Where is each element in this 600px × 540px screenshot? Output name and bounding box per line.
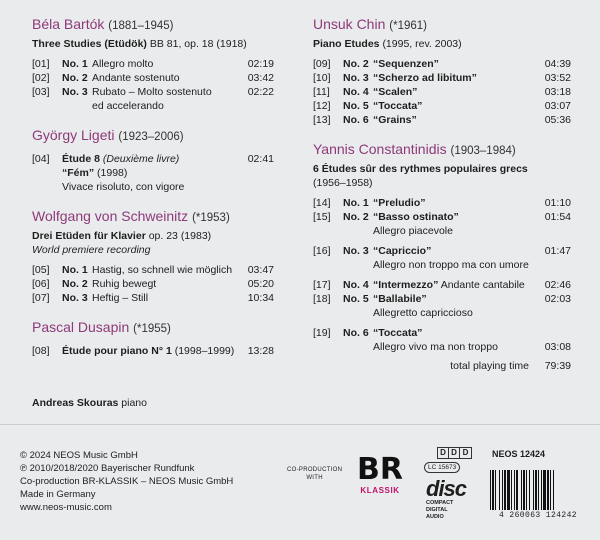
work-title: Piano Etudes (1995, rev. 2003) — [313, 38, 462, 50]
premiere-note: World premiere recording — [32, 244, 151, 256]
track-row-line2: Allegro vivo ma non troppo 03:08 — [373, 341, 571, 353]
track-row: [01] No. 1 Allegro molto 02:19 — [32, 58, 274, 70]
track-subtitle: Allegretto capriccioso — [373, 307, 473, 319]
track-subtitle: ed accelerando — [92, 100, 164, 112]
work-title: 6 Études sûr des rythmes populaires grecs — [313, 163, 528, 175]
track-row: [11] No. 4 “Scalen” 03:18 — [313, 86, 571, 98]
work-title: Three Studies (Etüdök) BB 81, op. 18 (1918) — [32, 38, 247, 50]
track-row: [16] No. 3 “Capriccio” 01:47 — [313, 245, 571, 257]
section-constantinidis — [313, 141, 571, 372]
track-row: [13] No. 6 “Grains” 05:36 — [313, 114, 571, 126]
barcode — [490, 470, 586, 520]
footer-credits — [20, 449, 233, 514]
work-title: Drei Etüden für Klavier op. 23 (1983) — [32, 230, 212, 242]
work-detail: (1956–1958) — [313, 177, 373, 189]
website-link[interactable]: www.neos-music.com — [20, 502, 112, 513]
section-schweinitz — [32, 208, 274, 305]
track-list — [313, 57, 571, 127]
barcode-bars — [490, 470, 586, 510]
track-list — [32, 344, 274, 358]
catalog-number: NEOS 12424 — [492, 449, 546, 459]
compact-disc-logo: disc COMPACT DIGITAL AUDIO — [426, 476, 467, 520]
left-column — [32, 16, 274, 372]
section-chin — [313, 16, 571, 127]
composer-name: Yannis Constantinidis (1903–1984) — [313, 141, 516, 157]
track-subtitle: Vivace risoluto, con vigore — [62, 181, 185, 193]
track-row: [03] No. 3 Rubato – Molto sostenuto 02:22 — [32, 86, 274, 98]
right-column — [313, 16, 571, 386]
section-bartok — [32, 16, 274, 113]
track-row: [08] Étude pour piano N° 1 (1998–1999) 13:28 — [32, 345, 274, 357]
made-in-line: Made in Germany — [20, 489, 96, 500]
track-row: [06] No. 2 Ruhig bewegt 05:20 — [32, 278, 274, 290]
composer-name: Unsuk Chin (*1961) — [313, 16, 427, 32]
track-row: [05] No. 1 Hastig, so schnell wie möglich 03:47 — [32, 264, 274, 276]
track-row: [18] No. 5 “Ballabile” 02:03 — [313, 293, 571, 305]
coproduction-label: CO-PRODUCTION WITH — [287, 467, 343, 481]
track-row: [10] No. 3 “Scherzo ad libitum” 03:52 — [313, 72, 571, 84]
track-row: [19] No. 6 “Toccata” — [313, 327, 423, 339]
track-list — [313, 196, 571, 354]
divider — [0, 424, 600, 425]
track-row: [15] No. 2 “Basso ostinato” 01:54 — [313, 211, 571, 223]
track-list — [32, 152, 274, 194]
phonogram-line: ℗ 2010/2018/2020 Bayerischer Rundfunk — [20, 463, 195, 474]
track-row-line2: “Fém” (1998) — [62, 167, 128, 179]
track-row: [09] No. 2 “Sequenzen” 04:39 — [313, 58, 571, 70]
track-row: [12] No. 5 “Toccata” 03:07 — [313, 100, 571, 112]
coproduction-line: Co-production BR-KLASSIK – NEOS Music GmbH — [20, 476, 234, 487]
section-ligeti — [32, 127, 274, 194]
composer-name: György Ligeti (1923–2006) — [32, 127, 184, 143]
track-row: [14] No. 1 “Preludio” 01:10 — [313, 197, 571, 209]
copyright-line: © 2024 NEOS Music GmbH — [20, 450, 138, 461]
track-row: [17] No. 4 “Intermezzo” Andante cantabile 02:46 — [313, 279, 571, 291]
br-klassik-logo: BR KLASSIK — [357, 452, 403, 495]
composer-name: Béla Bartók (1881–1945) — [32, 16, 174, 32]
track-row: [04] Étude 8 (Deuxième livre) 02:41 — [32, 153, 274, 165]
barcode-bar — [554, 470, 555, 510]
label-code: LC 15673 — [424, 462, 460, 473]
track-row: [02] No. 2 Andante sostenuto 03:42 — [32, 72, 274, 84]
section-dusapin — [32, 319, 274, 358]
performer: Andreas Skouras piano — [32, 397, 147, 409]
track-row: [07] No. 3 Heftig – Still 10:34 — [32, 292, 274, 304]
ddd-code: D D D — [437, 447, 472, 459]
total-playing-time: total playing time 79:39 — [450, 360, 571, 372]
track-subtitle: Allegro piacevole — [373, 225, 453, 237]
composer-name: Pascal Dusapin (*1955) — [32, 319, 171, 335]
composer-name: Wolfgang von Schweinitz (*1953) — [32, 208, 230, 224]
barcode-digits: 4 260063 124242 — [498, 511, 577, 520]
track-subtitle: Allegro non troppo ma con umore — [373, 259, 529, 271]
track-list — [32, 263, 274, 305]
track-list — [32, 57, 274, 113]
